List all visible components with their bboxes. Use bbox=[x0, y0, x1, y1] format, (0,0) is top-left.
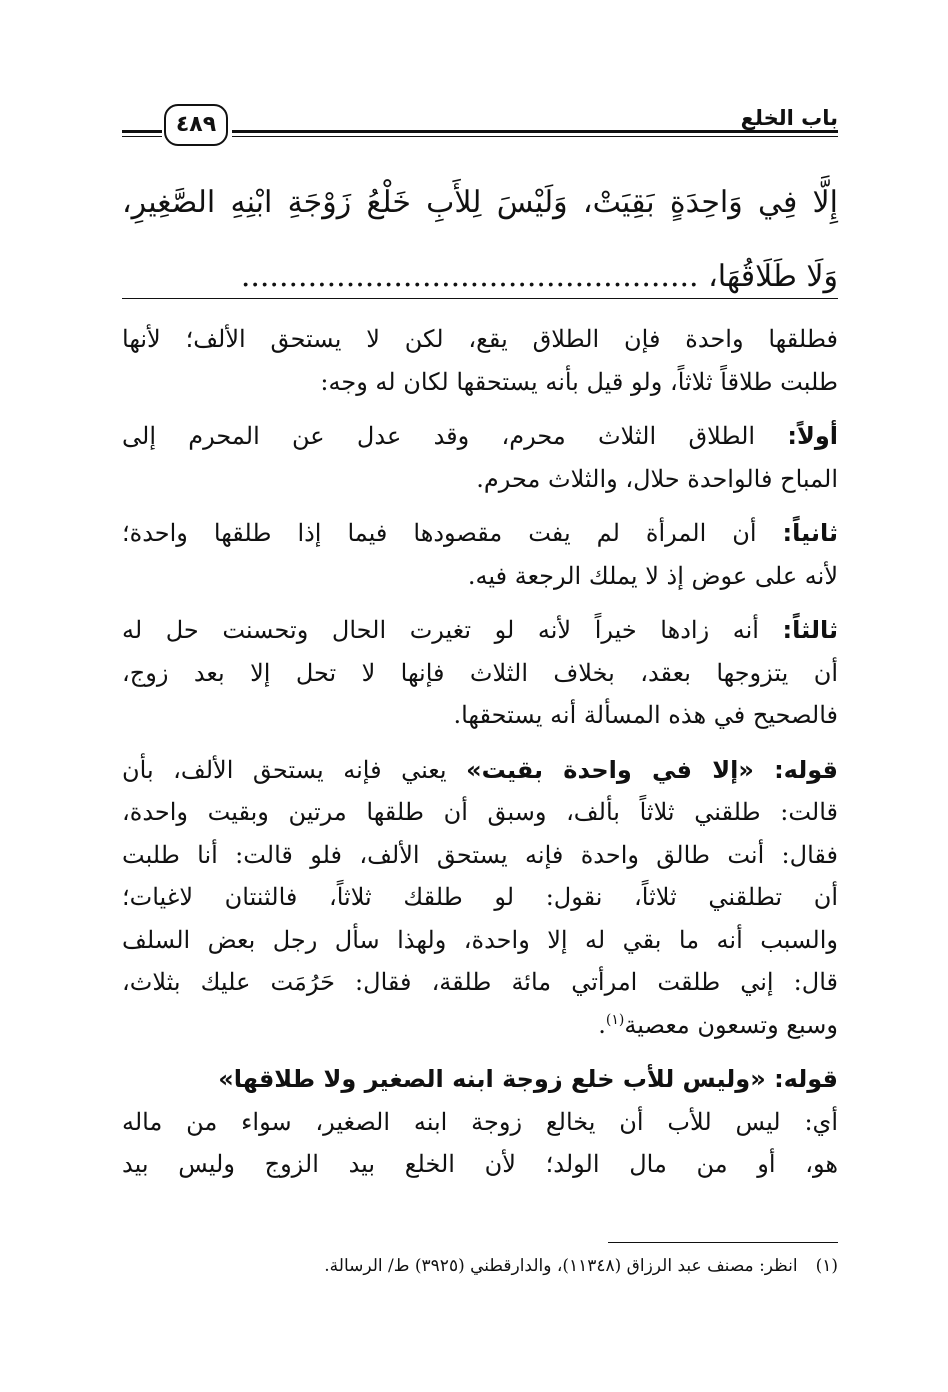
paragraph-lead: قوله: «وليس للأب خلع زوجة ابنه الصغير ولا طلاقها» bbox=[218, 1065, 838, 1093]
text-line: فقال: أنت طالق واحدة فإنه يستحق الألف، فلو قالت: أنا طلبت bbox=[122, 840, 838, 869]
paragraph-lead: أولاً: bbox=[787, 422, 838, 450]
text-span: أن المرأة لم يفت مقصودها فيما إذا طلقها واحدة؛ bbox=[122, 519, 783, 547]
text-line: أي: ليس للأب أن يخالع زوجة ابنه الصغير، سواء من ماله bbox=[122, 1107, 838, 1136]
page-header bbox=[122, 100, 838, 156]
text-line: طلبت طلاقاً ثلاثاً، ولو قيل بأنه يستحقها لكان له وجه: bbox=[320, 367, 838, 396]
text-span: الطلاق الثلاث محرم، وقد عدل عن المحرم إلى bbox=[122, 422, 788, 450]
text-line bbox=[122, 749, 838, 792]
text-line: فالصحيح في هذه المسألة أنه يستحقها. bbox=[453, 701, 838, 729]
text-line: والسبب أنه ما بقي له إلا واحدة، ولهذا سأل رجل بعض السلف bbox=[122, 925, 838, 954]
text-line bbox=[122, 1004, 838, 1047]
matn-line: وَلَا طَلَاقُهَا، ................................................ bbox=[240, 259, 838, 294]
text-span: وسبع وتسعون معصية bbox=[624, 1010, 838, 1039]
chapter-title: باب الخلع bbox=[740, 106, 838, 130]
paragraph bbox=[122, 415, 838, 500]
paragraph bbox=[122, 1058, 838, 1186]
page-number: ٤٨٩ bbox=[164, 104, 228, 146]
footnote-reference[interactable]: (١) bbox=[605, 1011, 625, 1028]
text-line: فطلقها واحدة فإن الطلاق يقع، لكن لا يستحق الألف؛ لأنها bbox=[122, 325, 838, 353]
footnote-rule bbox=[608, 1242, 838, 1243]
paragraph-lead: قوله: «إلا في واحدة بقيت» bbox=[466, 755, 838, 784]
header-rule bbox=[232, 130, 838, 133]
matn-divider bbox=[122, 298, 838, 299]
matn-text bbox=[122, 166, 838, 314]
text-span: . bbox=[598, 1010, 606, 1039]
text-line: أن تطلقني ثلاثاً، نقول: لو طلقك ثلاثاً، فالثنتان لاغيات؛ bbox=[122, 883, 838, 911]
text-line bbox=[122, 415, 838, 458]
paragraph-lead: ثانياً: bbox=[782, 519, 838, 547]
paragraph bbox=[122, 512, 838, 597]
text-span: أنه زادها خيراً لأنه لو تغيرت الحال وتحسنت حل له bbox=[122, 616, 783, 644]
matn-line: إِلَّا فِي وَاحِدَةٍ بَقِيَتْ، وَلَيْسَ لِلأَبِ خَلْعُ زَوْجَةِ ابْنِهِ الصَّغِيرِ، bbox=[122, 185, 838, 220]
header-rule-thin bbox=[232, 136, 838, 137]
text-span: يعني فإنه يستحق الألف، بأن bbox=[122, 755, 467, 784]
paragraph bbox=[122, 749, 838, 1047]
text-line: المباح فالواحدة حلال، والثلاث محرم. bbox=[476, 464, 838, 493]
text-line: هو، أو من مال الولد؛ لأن الخلع بيد الزوج وليس بيد bbox=[122, 1150, 838, 1178]
text-line: أن يتزوجها بعقد، بخلاف الثلاث فإنها لا تحل إلا بعد زوج، bbox=[122, 658, 838, 687]
text-line: لأنه على عوض إذ لا يملك الرجعة فيه. bbox=[467, 561, 838, 590]
text-line: قال: إني طلقت امرأتي مائة طلقة، فقال: حَرُمَت عليك بثلاث، bbox=[122, 968, 838, 996]
text-line bbox=[122, 609, 838, 652]
footnote-text: انظر: مصنف عبد الرزاق (١١٣٤٨)، والدارقطني (٣٩٢٥) ط/ الرسالة. bbox=[324, 1256, 798, 1276]
header-rule-left-thin bbox=[122, 136, 162, 137]
paragraph bbox=[122, 609, 838, 737]
paragraph bbox=[122, 318, 838, 403]
footnote-number: (١) bbox=[815, 1256, 838, 1276]
commentary bbox=[122, 318, 838, 1198]
text-line bbox=[122, 512, 838, 555]
paragraph-lead: ثالثاً: bbox=[782, 616, 838, 644]
footnote bbox=[122, 1252, 838, 1280]
header-rule-left bbox=[122, 130, 162, 133]
text-line: قالت: طلقني ثلاثاً بألف، وسبق أن طلقها مرتين وبقيت واحدة، bbox=[122, 798, 838, 826]
